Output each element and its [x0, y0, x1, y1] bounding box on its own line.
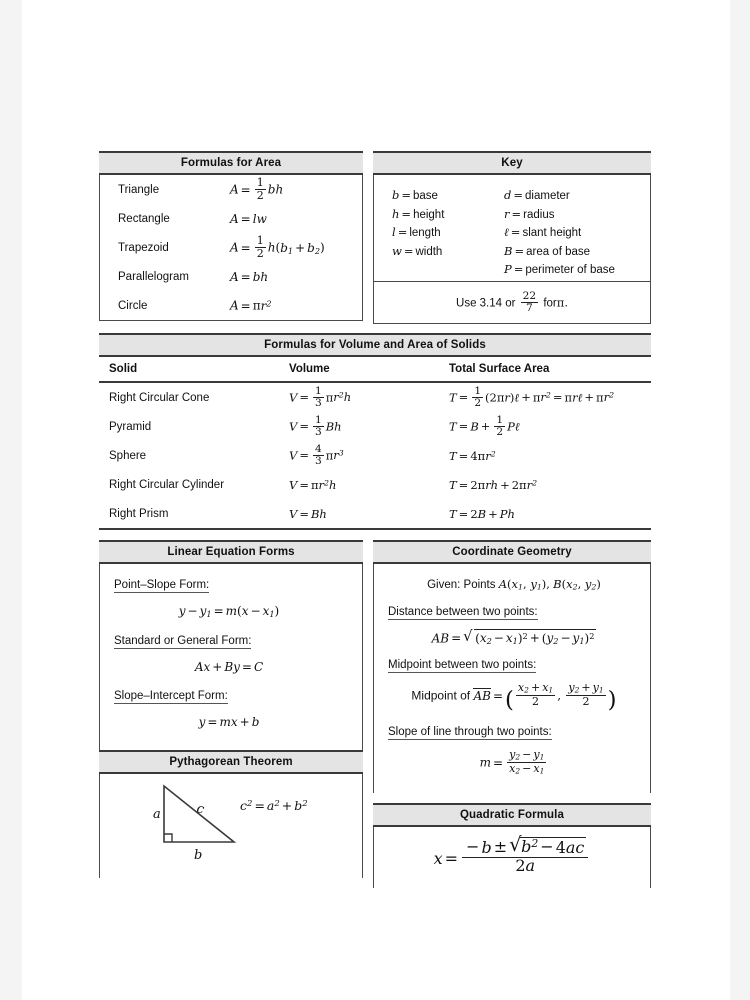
given-prefix: Given: Points	[427, 579, 496, 591]
solid-name: Right Circular Cone	[109, 391, 210, 404]
key-entry: r = radius	[504, 206, 555, 221]
pi-note	[373, 281, 651, 324]
solids-column-headers	[99, 357, 651, 383]
key-entry: h = height	[392, 206, 445, 221]
formulas-for-area-body	[99, 175, 363, 320]
given-points: Given: Points $A(x_1$, $y_1$), $B(x_2$, $y_2$)	[427, 577, 601, 592]
solids-title: Formulas for Volume and Area of Solids	[99, 333, 651, 357]
formula-sheet	[99, 151, 651, 876]
right-column	[373, 540, 651, 888]
pi-symbol: π.	[556, 295, 568, 310]
area-row	[100, 262, 362, 291]
solids-bottom-rule	[99, 528, 651, 530]
coordinate-geometry-title: Coordinate Geometry	[373, 540, 651, 564]
solid-name: Right Circular Cylinder	[109, 478, 225, 491]
key-entry: ℓ = slant height	[504, 225, 582, 239]
left-column	[99, 540, 363, 878]
top-row	[99, 151, 651, 323]
slope-formula: m = $\frac{y_2 - y_1}{x_2 - x_1}$	[479, 748, 545, 776]
solid-volume-cone: V = $\frac{1}{3}$ $\pi r^2h$	[289, 384, 352, 409]
table-row	[99, 383, 651, 412]
slope-intercept-label: Slope–Intercept Form:	[114, 689, 228, 702]
table-row	[99, 412, 651, 441]
key-entry: l = length	[392, 225, 441, 239]
bottom-row	[99, 540, 651, 876]
pythagorean-title: Pythagorean Theorem	[99, 750, 363, 774]
pythagorean-body	[99, 774, 363, 878]
key-entry: w = width	[392, 243, 443, 258]
distance-formula: AB = √ $(x_2 - x_1)^2 + (y_2 - y_1)^2$	[388, 620, 640, 655]
area-formula-trapezoid: A = $\frac{1}{2}$ $h(b_1 + b_2)$	[230, 234, 325, 260]
key-entry: b = base	[392, 188, 438, 202]
solid-volume-cylinder: $V = \pi r^2h$	[289, 477, 337, 492]
solids-panel	[99, 333, 651, 530]
key-column-left	[374, 187, 504, 271]
solids-col-surface: Total Surface Area	[449, 363, 550, 375]
key-entry: P = perimeter of base	[504, 262, 615, 276]
key-panel	[373, 151, 651, 324]
solids-col-volume: Volume	[289, 363, 330, 375]
area-shape-name: Rectangle	[118, 212, 170, 225]
key-body	[373, 175, 651, 281]
key-column-right	[504, 187, 650, 276]
area-row	[100, 204, 362, 233]
linear-equation-body	[99, 564, 363, 750]
quadratic-formula-expression: x = $\frac{- b \pm √ b^2 - 4ac}{2a}$	[434, 851, 591, 868]
coordinate-geometry-panel	[373, 540, 651, 793]
solid-surface-prism: T = 2B + Ph	[449, 506, 515, 521]
area-formula-circle: $A = \pi r^2$	[230, 298, 272, 313]
area-formula-parallelogram: A = bh	[230, 269, 269, 284]
area-formula-triangle: A = $\frac{1}{2}$ bh	[230, 176, 284, 202]
pi-note-fraction	[521, 291, 538, 314]
pi-note-prefix: Use 3.14 or	[456, 297, 516, 310]
page-right-margin-strip	[730, 0, 750, 1000]
table-row	[99, 499, 651, 528]
svg-text:c: c	[195, 801, 206, 818]
quadratic-formula-title: Quadratic Formula	[373, 803, 651, 827]
table-row	[99, 470, 651, 499]
key-entry: d = diameter	[504, 188, 570, 202]
quadratic-formula-body	[373, 827, 651, 888]
formulas-for-area-title: Formulas for Area	[99, 151, 363, 175]
midpoint-label: Midpoint between two points:	[388, 659, 537, 672]
solid-volume-sphere: V = $\frac{4}{3}$ $\pi r^3$	[289, 442, 344, 467]
table-row	[99, 441, 651, 470]
solid-volume-pyramid: V = $\frac{1}{3}$ Bh	[289, 413, 342, 438]
coordinate-geometry-body	[373, 564, 651, 793]
pi-note-suffix: for	[543, 297, 557, 310]
svg-text:a: a	[153, 806, 161, 822]
key-title: Key	[373, 151, 651, 175]
linear-equation-panel	[99, 540, 363, 750]
pi-note-numerator: 22	[522, 290, 537, 302]
formulas-for-area-bottom-rule	[99, 320, 363, 321]
solid-surface-sphere: $T = 4\pi r^2$	[449, 448, 496, 463]
solid-name: Sphere	[109, 449, 147, 462]
svg-text:b: b	[194, 847, 203, 863]
area-row	[100, 233, 362, 262]
midpoint-lead: Midpoint of	[411, 688, 471, 703]
point-slope-label: Point–Slope Form:	[114, 579, 210, 591]
solid-surface-cone: T = $\frac{1}{2}$ (2πr)ℓ + $\pi r^2$ = πrℓ + $\pi r^2$	[449, 384, 615, 409]
solid-surface-cylinder: $T = 2\pi rh + 2\pi r^2$	[449, 477, 538, 492]
right-triangle-diagram	[148, 780, 278, 875]
solid-name: Right Prism	[109, 507, 169, 520]
area-shape-name: Parallelogram	[118, 270, 189, 283]
area-shape-name: Triangle	[118, 183, 160, 196]
point-slope-formula: $y - y_1 = m(x - x_1)$	[178, 604, 280, 619]
pi-note-denominator: 7	[521, 302, 538, 314]
area-row	[100, 291, 362, 320]
solid-name: Pyramid	[109, 420, 152, 433]
pythagorean-panel	[99, 750, 363, 878]
quadratic-formula-panel	[373, 803, 651, 888]
distance-label: Distance between two points:	[388, 605, 538, 618]
standard-form-formula: Ax + By = C	[194, 659, 264, 674]
solids-col-solid: Solid	[109, 363, 138, 375]
key-entry: B = area of base	[504, 243, 591, 258]
page-left-margin-strip	[0, 0, 22, 1000]
midpoint-formula: Midpoint of AB =( $\frac{x_2 + x_1}{2}$ , $\frac{y_2 + y_1}{2}$ )	[411, 681, 617, 714]
linear-equation-title: Linear Equation Forms	[99, 540, 363, 564]
slope-label: Slope of line through two points:	[388, 726, 552, 739]
area-shape-name: Trapezoid	[118, 241, 169, 254]
solid-volume-prism: V = Bh	[289, 506, 327, 521]
solid-surface-pyramid: T = B + $\frac{1}{2}$ Pℓ	[449, 413, 520, 438]
formulas-for-area-panel	[99, 151, 363, 321]
area-formula-rectangle: A = lw	[230, 211, 267, 226]
standard-form-label: Standard or General Form:	[114, 634, 252, 647]
area-row	[100, 175, 362, 204]
slope-intercept-formula: y = mx + b	[198, 714, 260, 729]
pythagorean-formula: $c^2 = a^2 + b^2$	[240, 797, 308, 813]
area-shape-name: Circle	[118, 299, 148, 312]
